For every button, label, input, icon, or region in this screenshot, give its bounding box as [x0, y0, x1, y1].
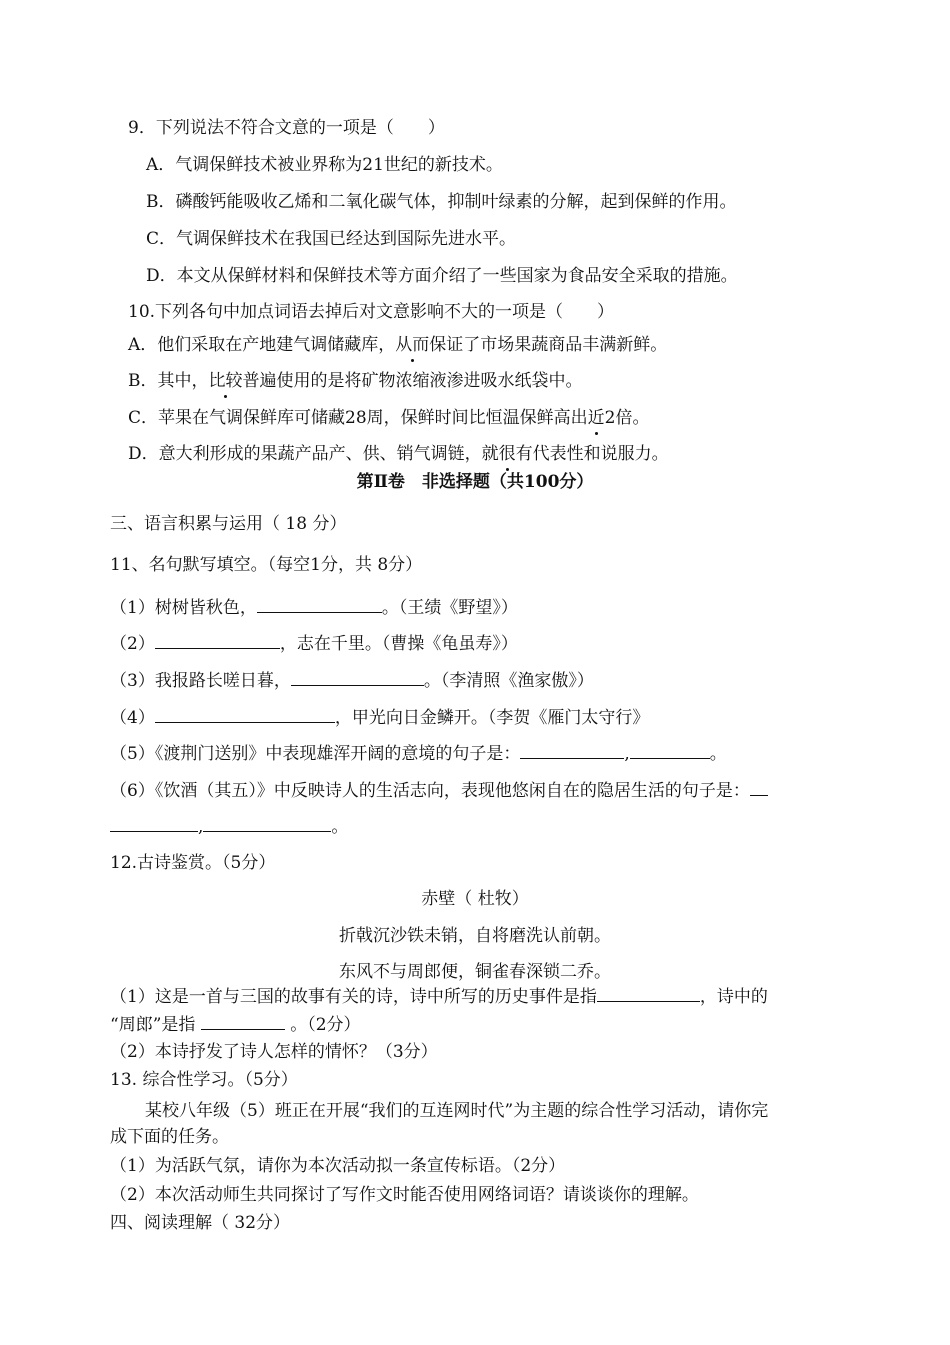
answer-blank[interactable]: [110, 815, 198, 832]
q9-option-b: B．磷酸钙能吸收乙烯和二氧化碳气体，抑制叶绿素的分解，起到保鲜的作用。: [146, 192, 737, 212]
q13-intro: 某校八年级（5）班正在开展“我们的互连网时代”为主题的综合性学习活动，请你完: [128, 1101, 769, 1121]
q13-sub-2: （2）本次活动师生共同探讨了写作文时能否使用网络词语？请谈谈你的理解。: [110, 1185, 699, 1205]
q11-line-6: （6）《饮酒（其五）》中反映诗人的生活志向，表现他悠闲自在的隐居生活的句子是：: [110, 779, 768, 802]
q11-line-4: （4） ，甲光向日金鳞开。（李贺《雁门太守行》: [110, 708, 650, 728]
answer-blank[interactable]: [750, 779, 768, 796]
q11-stem: 11、名句默写填空。（每空1分，共 8分）: [110, 555, 423, 575]
q9-stem: 9．下列说法不符合文意的一项是（ ）: [128, 118, 445, 138]
q12-sub-1-cont: “周郎”是指 。（2分）: [110, 1015, 361, 1035]
q10-option-a: A．他们采取在产地建气调储藏库，从而保证了市场果蔬商品丰满新鲜。: [128, 335, 668, 355]
section-4-heading: 四、阅读理解（ 32分）: [110, 1213, 291, 1233]
q12-stem: 12.古诗鉴赏。（5分）: [110, 853, 276, 873]
answer-blank[interactable]: [630, 742, 710, 759]
q10-stem: 10.下列各句中加点词语去掉后对文意影响不大的一项是（ ）: [128, 302, 615, 322]
dotted-word: 近: [587, 408, 605, 428]
dotted-word: 比较: [208, 371, 243, 391]
q11-line-5: （5）《渡荆门送别》中表现雄浑开阔的意境的句子是： , 。: [110, 744, 727, 764]
answer-blank[interactable]: [155, 632, 280, 649]
answer-blank[interactable]: [597, 985, 700, 1002]
q13-sub-1: （1）为活跃气氛，请你为本次活动拟一条宣传标语。（2分）: [110, 1156, 566, 1176]
answer-blank[interactable]: [201, 1013, 285, 1030]
q10-option-d: D．意大利形成的果蔬产品产、供、销气调链，就很有代表性和说服力。: [128, 444, 669, 464]
q9-option-d: D．本文从保鲜材料和保鲜技术等方面介绍了一些国家为食品安全采取的措施。: [146, 266, 738, 286]
dotted-word: 很: [498, 444, 516, 464]
q10-option-c: C．苹果在气调保鲜库可储藏28周，保鲜时间比恒温保鲜高出近2倍。: [128, 408, 650, 428]
q12-sub-2: （2）本诗抒发了诗人怎样的情怀？（3分）: [110, 1042, 438, 1062]
q10-option-b: B．其中，比较普遍使用的是将矿物浓缩液渗进吸水纸袋中。: [128, 371, 583, 391]
q9-option-c: C．气调保鲜技术在我国已经达到国际先进水平。: [146, 229, 517, 249]
q11-line-3: （3）我报路长嗟日暮， 。（李清照《渔家傲》）: [110, 671, 594, 691]
dotted-word: 从而: [395, 335, 430, 355]
q9-option-a: A．气调保鲜技术被业界称为21世纪的新技术。: [146, 155, 503, 175]
q11-line-1: （1）树树皆秋色， 。（王绩《野望》）: [110, 598, 518, 618]
answer-blank[interactable]: [203, 815, 331, 832]
q11-line-6-cont: , 。: [110, 815, 348, 838]
answer-blank[interactable]: [155, 706, 335, 723]
q13-intro-cont: 成下面的任务。: [110, 1127, 229, 1147]
answer-blank[interactable]: [291, 669, 424, 686]
q11-line-2: （2） ，志在千里。（曹操《龟虽寿》）: [110, 634, 518, 654]
section-3-heading: 三、语言积累与运用（ 18 分）: [110, 514, 347, 534]
part-title: 第Ⅱ卷 非选择题（共100分）: [356, 472, 594, 492]
q13-stem: 13. 综合性学习。（5分）: [110, 1070, 298, 1090]
q12-sub-1: （1）这是一首与三国的故事有关的诗，诗中所写的历史事件是指 ，诗中的: [110, 987, 768, 1007]
answer-blank[interactable]: [257, 596, 382, 613]
answer-blank[interactable]: [520, 742, 624, 759]
poem-title: 赤壁（ 杜牧）: [421, 889, 529, 909]
poem-line-2: 东风不与周郎便，铜雀春深锁二乔。: [339, 962, 611, 982]
poem-line-1: 折戟沉沙铁未销，自将磨洗认前朝。: [339, 926, 611, 946]
